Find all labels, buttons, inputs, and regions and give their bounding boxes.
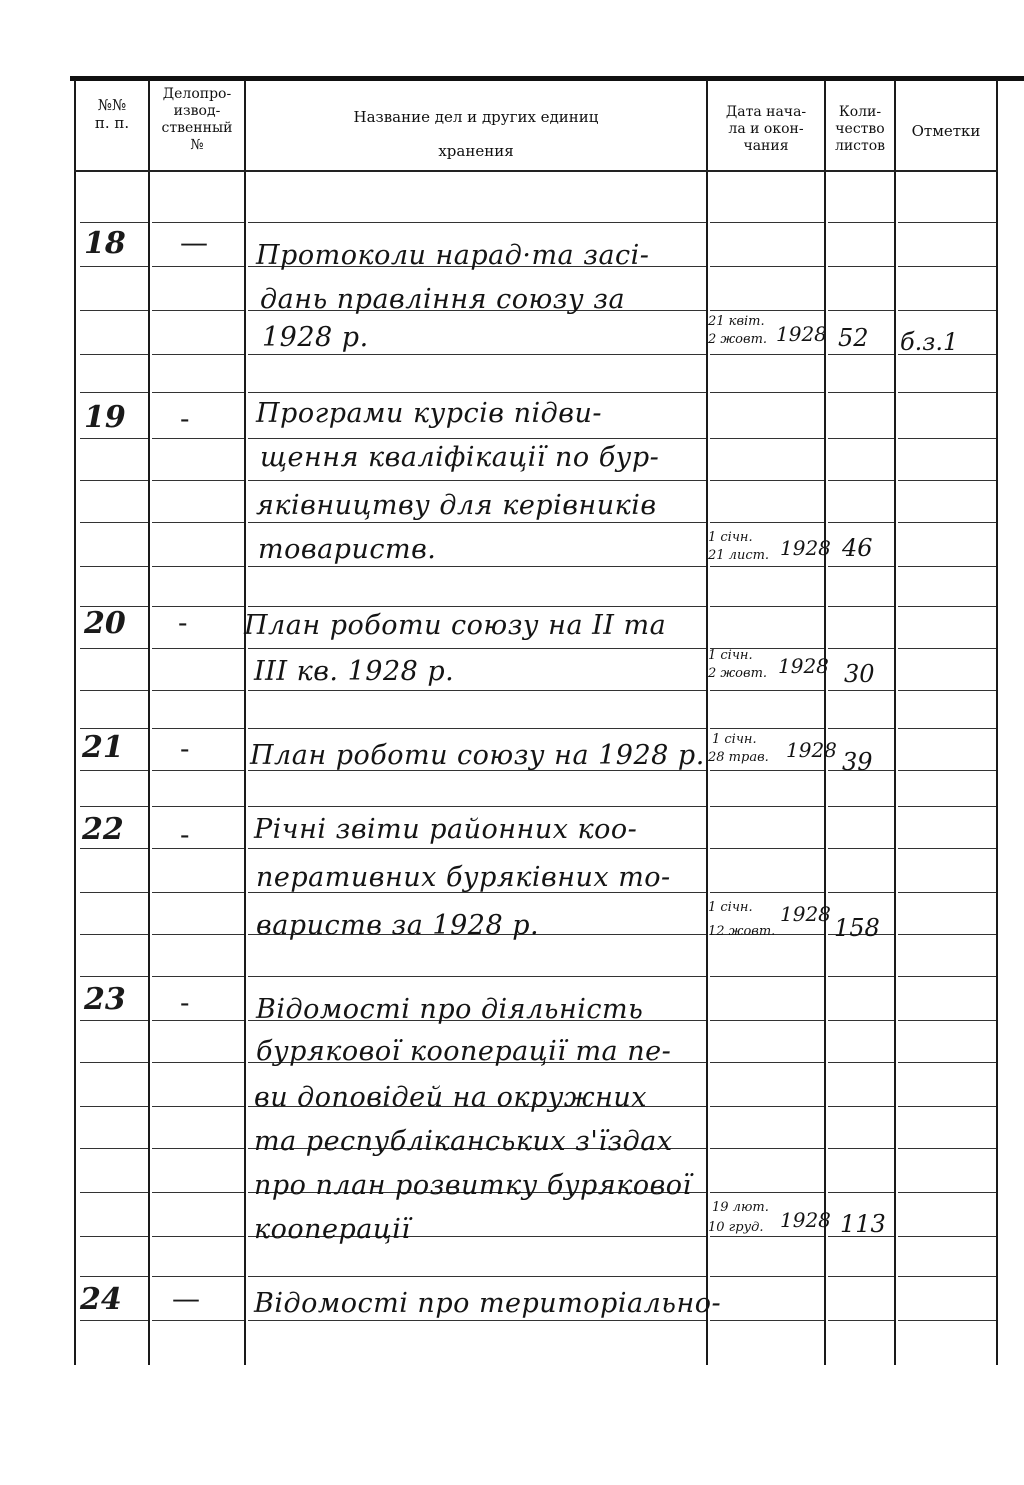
ruled-line bbox=[710, 566, 824, 567]
ruled-line bbox=[152, 354, 244, 355]
ruled-line bbox=[248, 566, 706, 567]
ruled-line bbox=[248, 392, 706, 393]
date-end: 21 лист. bbox=[708, 548, 770, 563]
office-number: — bbox=[180, 226, 208, 259]
row-number: 20 bbox=[84, 606, 126, 641]
ruled-line bbox=[828, 1148, 894, 1149]
ruled-line bbox=[152, 1062, 244, 1063]
ruled-line bbox=[898, 1106, 996, 1107]
ruled-line bbox=[152, 606, 244, 607]
ruled-line bbox=[152, 848, 244, 849]
ruled-line bbox=[248, 438, 706, 439]
ruled-line bbox=[80, 354, 148, 355]
ruled-line bbox=[152, 522, 244, 523]
ruled-line bbox=[898, 892, 996, 893]
ruled-line bbox=[898, 480, 996, 481]
date-end: 28 трав. bbox=[708, 750, 769, 765]
ruled-line bbox=[828, 1106, 894, 1107]
ruled-line bbox=[152, 1106, 244, 1107]
ruled-line bbox=[152, 1020, 244, 1021]
ruled-line bbox=[152, 690, 244, 691]
ruled-line bbox=[80, 480, 148, 481]
ruled-line bbox=[152, 934, 244, 935]
ruled-line bbox=[248, 354, 706, 355]
title-line: про план розвитку бурякової bbox=[254, 1170, 692, 1201]
ruled-line bbox=[152, 1276, 244, 1277]
ruled-line bbox=[710, 848, 824, 849]
ruled-line bbox=[710, 976, 824, 977]
ruled-line bbox=[80, 566, 148, 567]
ruled-line bbox=[828, 222, 894, 223]
note-mark: б.з.1 bbox=[900, 328, 959, 356]
title-line: вариств за 1928 р. bbox=[256, 910, 540, 941]
office-number: — bbox=[172, 1282, 200, 1315]
ruled-line bbox=[710, 392, 824, 393]
ruled-line bbox=[828, 728, 894, 729]
ruled-line bbox=[152, 892, 244, 893]
ruled-line bbox=[710, 310, 824, 311]
ruled-line bbox=[710, 1106, 824, 1107]
ruled-line bbox=[248, 728, 706, 729]
date-year: 1928 bbox=[780, 902, 831, 926]
ruled-line bbox=[248, 222, 706, 223]
ruled-line bbox=[710, 1062, 824, 1063]
ruled-line bbox=[80, 1236, 148, 1237]
sheet-count: 113 bbox=[840, 1210, 886, 1238]
date-end: 10 груд. bbox=[708, 1220, 764, 1235]
office-number: - bbox=[180, 732, 190, 765]
ruled-line bbox=[80, 690, 148, 691]
ruled-line bbox=[828, 522, 894, 523]
office-number: - bbox=[180, 986, 190, 1019]
header-notes: Отметки bbox=[911, 122, 981, 140]
date-start: 1 січн. bbox=[708, 530, 753, 545]
ruled-line bbox=[152, 1320, 244, 1321]
ruled-line bbox=[80, 728, 148, 729]
ruled-line bbox=[828, 690, 894, 691]
ruled-line bbox=[898, 1148, 996, 1149]
col-divider-3 bbox=[706, 80, 708, 1365]
col-divider-4 bbox=[824, 80, 826, 1365]
header-num: №№ п. п. bbox=[94, 96, 130, 132]
row-number: 21 bbox=[82, 730, 124, 765]
ruled-line bbox=[710, 770, 824, 771]
title-line: Річні звіти районних коо- bbox=[254, 814, 638, 845]
ruled-line bbox=[152, 806, 244, 807]
ruled-line bbox=[898, 606, 996, 607]
ruled-line bbox=[898, 806, 996, 807]
ruled-line bbox=[152, 1148, 244, 1149]
ruled-line bbox=[710, 606, 824, 607]
ruled-line bbox=[828, 266, 894, 267]
title-line: План роботи союзу на 1928 р. bbox=[250, 740, 705, 771]
col-divider-5 bbox=[894, 80, 896, 1365]
ruled-line bbox=[710, 806, 824, 807]
ruled-line bbox=[80, 934, 148, 935]
ruled-line bbox=[710, 1320, 824, 1321]
ruled-line bbox=[80, 1148, 148, 1149]
ruled-line bbox=[152, 728, 244, 729]
date-year: 1928 bbox=[778, 654, 829, 678]
ruled-line bbox=[828, 1320, 894, 1321]
ruled-line bbox=[152, 392, 244, 393]
ruled-line bbox=[828, 480, 894, 481]
ruled-line bbox=[80, 806, 148, 807]
row-number: 22 bbox=[82, 812, 124, 847]
title-line: ви доповідей на окружних bbox=[254, 1082, 647, 1113]
header-title: Название дел и других единиц хранения bbox=[353, 108, 599, 160]
date-end: 2 жовт. bbox=[708, 332, 768, 347]
header-count: Коли- чество листов bbox=[834, 104, 886, 154]
ruled-line bbox=[152, 648, 244, 649]
ruled-line bbox=[80, 770, 148, 771]
title-line: Відомості про територіально- bbox=[254, 1288, 722, 1319]
col-divider-1 bbox=[148, 80, 150, 1365]
ruled-line bbox=[710, 522, 824, 523]
title-line: План роботи союзу на II та bbox=[244, 610, 667, 641]
ruled-line bbox=[248, 480, 706, 481]
title-line: Програми курсів підви- bbox=[256, 398, 602, 429]
ruled-line bbox=[80, 438, 148, 439]
ruled-line bbox=[80, 1192, 148, 1193]
title-line: дань правління союзу за bbox=[260, 284, 626, 315]
ruled-line bbox=[710, 1148, 824, 1149]
ruled-line bbox=[80, 1020, 148, 1021]
ruled-line bbox=[248, 648, 706, 649]
col-divider-2 bbox=[244, 80, 246, 1365]
ruled-line bbox=[248, 806, 706, 807]
ruled-line bbox=[898, 1320, 996, 1321]
ruled-line bbox=[898, 848, 996, 849]
row-number: 18 bbox=[84, 226, 126, 261]
ruled-line bbox=[710, 1276, 824, 1277]
ruled-line bbox=[710, 1236, 824, 1237]
ruled-line bbox=[898, 392, 996, 393]
ruled-line bbox=[80, 522, 148, 523]
title-line: товариств. bbox=[258, 534, 437, 565]
ruled-line bbox=[898, 976, 996, 977]
office-number: - bbox=[180, 818, 190, 851]
ruled-line bbox=[898, 770, 996, 771]
sheet-count: 158 bbox=[834, 914, 880, 942]
ruled-line bbox=[828, 1020, 894, 1021]
ruled-line bbox=[828, 892, 894, 893]
ruled-line bbox=[828, 848, 894, 849]
office-number: - bbox=[180, 402, 190, 435]
ruled-line bbox=[152, 222, 244, 223]
table-top-border bbox=[70, 76, 1024, 81]
ruled-line bbox=[152, 976, 244, 977]
ruled-line bbox=[248, 522, 706, 523]
ruled-line bbox=[80, 392, 148, 393]
ruled-line bbox=[828, 976, 894, 977]
date-year: 1928 bbox=[786, 738, 837, 762]
ruled-line bbox=[80, 222, 148, 223]
col-divider-right bbox=[996, 80, 998, 1365]
ruled-line bbox=[248, 976, 706, 977]
ruled-line bbox=[710, 892, 824, 893]
header-office-number: Делопро- извод- ственный № bbox=[161, 86, 233, 153]
ruled-line bbox=[898, 310, 996, 311]
ruled-line bbox=[898, 934, 996, 935]
ruled-line bbox=[898, 1062, 996, 1063]
title-line: яківництву для керівників bbox=[256, 490, 657, 521]
date-year: 1928 bbox=[780, 536, 831, 560]
ruled-line bbox=[898, 648, 996, 649]
date-start: 1 січн. bbox=[708, 900, 753, 915]
ruled-line bbox=[898, 1276, 996, 1277]
ruled-line bbox=[152, 480, 244, 481]
ruled-line bbox=[898, 566, 996, 567]
ruled-line bbox=[828, 606, 894, 607]
title-line: Протоколи нарад·та засі- bbox=[256, 240, 650, 271]
date-start: 1 січн. bbox=[712, 732, 757, 747]
ruled-line bbox=[152, 1192, 244, 1193]
ruled-line bbox=[248, 848, 706, 849]
ruled-line bbox=[828, 310, 894, 311]
date-end: 2 жовт. bbox=[708, 666, 768, 681]
ruled-line bbox=[898, 222, 996, 223]
ruled-line bbox=[828, 354, 894, 355]
ruled-line bbox=[152, 1236, 244, 1237]
row-number: 23 bbox=[84, 982, 126, 1017]
title-line: та республіканських з'їздах bbox=[254, 1126, 673, 1157]
ruled-line bbox=[80, 1320, 148, 1321]
ruled-line bbox=[248, 1276, 706, 1277]
ruled-line bbox=[710, 222, 824, 223]
ruled-line bbox=[898, 1192, 996, 1193]
sheet-count: 52 bbox=[838, 324, 869, 352]
ruled-line bbox=[152, 266, 244, 267]
ruled-line bbox=[80, 892, 148, 893]
ruled-line bbox=[710, 480, 824, 481]
office-number: - bbox=[178, 606, 188, 639]
sheet-count: 30 bbox=[844, 660, 875, 688]
ruled-line bbox=[898, 1236, 996, 1237]
ruled-line bbox=[80, 848, 148, 849]
ruled-line bbox=[80, 1106, 148, 1107]
ruled-line bbox=[898, 522, 996, 523]
ruled-line bbox=[898, 266, 996, 267]
date-start: 1 січн. bbox=[708, 648, 753, 663]
header-bottom-border bbox=[74, 170, 998, 172]
date-end: 12 жовт. bbox=[708, 924, 776, 939]
date-start: 19 лют. bbox=[712, 1200, 769, 1215]
ruled-line bbox=[80, 1276, 148, 1277]
ruled-line bbox=[80, 976, 148, 977]
ruled-line bbox=[152, 566, 244, 567]
sheet-count: 46 bbox=[842, 534, 873, 562]
ruled-line bbox=[828, 1062, 894, 1063]
ruled-line bbox=[828, 438, 894, 439]
date-year: 1928 bbox=[776, 322, 827, 346]
ruled-line bbox=[710, 1020, 824, 1021]
ruled-line bbox=[898, 728, 996, 729]
ruled-line bbox=[710, 266, 824, 267]
ruled-line bbox=[152, 438, 244, 439]
ruled-line bbox=[710, 1192, 824, 1193]
ruled-line bbox=[828, 806, 894, 807]
ruled-line bbox=[80, 1062, 148, 1063]
ruled-line bbox=[152, 770, 244, 771]
ruled-line bbox=[710, 728, 824, 729]
ruled-line bbox=[152, 310, 244, 311]
title-line: Відомості про діяльність bbox=[256, 994, 644, 1025]
sheet-count: 39 bbox=[842, 748, 873, 776]
ruled-line bbox=[248, 690, 706, 691]
ruled-line bbox=[828, 648, 894, 649]
ruled-line bbox=[710, 438, 824, 439]
row-number: 24 bbox=[80, 1282, 122, 1317]
title-line: бурякової кооперації та пе- bbox=[256, 1036, 672, 1067]
header-dates: Дата нача- ла и окон- чания bbox=[725, 104, 807, 154]
ruled-line bbox=[898, 1020, 996, 1021]
ruled-line bbox=[248, 1320, 706, 1321]
row-number: 19 bbox=[84, 400, 126, 435]
ruled-line bbox=[80, 266, 148, 267]
ruled-line bbox=[828, 566, 894, 567]
ruled-line bbox=[248, 606, 706, 607]
col-divider-left bbox=[74, 80, 76, 1365]
ruled-line bbox=[828, 1276, 894, 1277]
title-line: III кв. 1928 р. bbox=[254, 656, 455, 687]
ruled-line bbox=[898, 438, 996, 439]
ruled-line bbox=[80, 310, 148, 311]
ruled-line bbox=[898, 690, 996, 691]
title-line: 1928 р. bbox=[262, 322, 369, 353]
date-year: 1928 bbox=[780, 1208, 831, 1232]
ruled-line bbox=[710, 354, 824, 355]
title-line: перативних буряківних то- bbox=[256, 862, 671, 893]
title-line: щення кваліфікації по бур- bbox=[260, 442, 660, 473]
ruled-line bbox=[828, 1192, 894, 1193]
title-line: кооперації bbox=[254, 1214, 411, 1245]
ruled-line bbox=[828, 392, 894, 393]
ruled-line bbox=[710, 690, 824, 691]
date-start: 21 квіт. bbox=[708, 314, 765, 329]
ruled-line bbox=[80, 648, 148, 649]
